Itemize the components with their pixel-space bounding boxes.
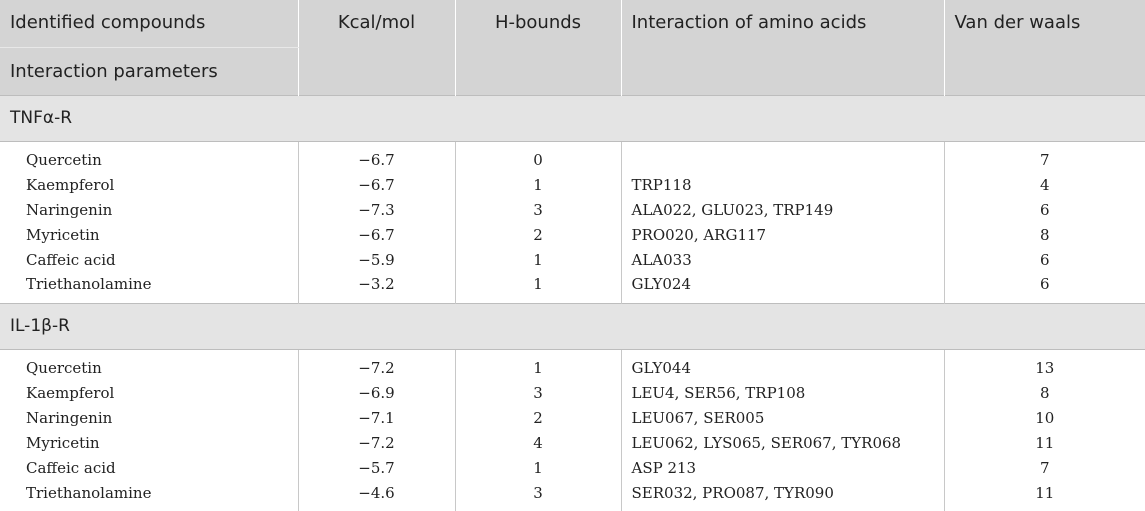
compound-cell: Quercetin — [26, 358, 102, 377]
amino-acids-cell: LEU062, LYS065, SER067, TYR068 — [621, 430, 944, 455]
h-bounds-cell: 3 — [455, 380, 621, 405]
compound-cell: Caffeic acid — [26, 458, 116, 477]
h-bounds-cell: 3 — [455, 480, 621, 511]
table-row — [0, 141, 1145, 172]
compound-cell: Triethanolamine — [26, 483, 152, 502]
table-row — [0, 272, 1145, 303]
kcal-cell: −7.3 — [298, 197, 455, 222]
amino-acids-cell: LEU4, SER56, TRP108 — [621, 380, 944, 405]
kcal-cell: −5.7 — [298, 455, 455, 480]
van-der-waals-cell: 6 — [944, 247, 1145, 272]
van-der-waals-cell: 11 — [944, 480, 1145, 511]
compound-cell: Kaempferol — [26, 383, 115, 402]
compound-cell: Myricetin — [26, 433, 100, 452]
van-der-waals-cell: 7 — [944, 141, 1145, 172]
h-bounds-cell: 3 — [455, 197, 621, 222]
van-der-waals-cell: 8 — [944, 380, 1145, 405]
h-bounds-cell: 1 — [455, 455, 621, 480]
amino-acids-cell: ALA033 — [621, 247, 944, 272]
compound-cell: Triethanolamine — [26, 275, 152, 294]
table-row — [0, 197, 1145, 222]
amino-acids-cell: PRO020, ARG117 — [621, 222, 944, 247]
table-body — [0, 95, 1145, 511]
kcal-cell: −7.2 — [298, 430, 455, 455]
amino-acids-cell: GLY024 — [621, 272, 944, 303]
section-row — [0, 95, 1145, 141]
amino-acids-cell: SER032, PRO087, TYR090 — [621, 480, 944, 511]
table-row — [0, 455, 1145, 480]
kcal-cell: −5.9 — [298, 247, 455, 272]
amino-acids-cell: LEU067, SER005 — [621, 405, 944, 430]
h-bounds-cell: 1 — [455, 247, 621, 272]
compound-cell: Naringenin — [26, 408, 113, 427]
table-row — [0, 172, 1145, 197]
van-der-waals-cell: 7 — [944, 455, 1145, 480]
kcal-cell: −6.7 — [298, 172, 455, 197]
van-der-waals-cell: 10 — [944, 405, 1145, 430]
h-bounds-cell: 2 — [455, 405, 621, 430]
header-kcal-mol: Kcal/mol — [298, 0, 455, 95]
table-header — [0, 0, 1145, 95]
van-der-waals-cell: 6 — [944, 197, 1145, 222]
amino-acids-cell: ASP 213 — [621, 455, 944, 480]
amino-acids-cell: ALA022, GLU023, TRP149 — [621, 197, 944, 222]
header-interaction-parameters: Interaction parameters — [0, 47, 298, 95]
h-bounds-cell: 2 — [455, 222, 621, 247]
compound-cell: Kaempferol — [26, 175, 115, 194]
header-identified-compounds: Identified compounds — [0, 0, 298, 47]
kcal-cell: −7.2 — [298, 349, 455, 380]
van-der-waals-cell: 11 — [944, 430, 1145, 455]
amino-acids-cell: GLY044 — [621, 349, 944, 380]
header-h-bounds: H-bounds — [455, 0, 621, 95]
kcal-cell: −4.6 — [298, 480, 455, 511]
table-row — [0, 222, 1145, 247]
section-title: TNFα-R — [0, 95, 1145, 141]
section-title: IL-1β-R — [0, 303, 1145, 349]
table-row — [0, 380, 1145, 405]
table-row — [0, 430, 1145, 455]
h-bounds-cell: 0 — [455, 141, 621, 172]
van-der-waals-cell: 6 — [944, 272, 1145, 303]
h-bounds-cell: 1 — [455, 172, 621, 197]
amino-acids-cell — [621, 141, 944, 172]
van-der-waals-cell: 4 — [944, 172, 1145, 197]
table-row — [0, 405, 1145, 430]
compound-cell: Naringenin — [26, 200, 113, 219]
header-van-der-waals: Van der waals — [944, 0, 1145, 95]
table-row — [0, 480, 1145, 511]
van-der-waals-cell: 13 — [944, 349, 1145, 380]
kcal-cell: −3.2 — [298, 272, 455, 303]
h-bounds-cell: 1 — [455, 272, 621, 303]
amino-acids-cell: TRP118 — [621, 172, 944, 197]
kcal-cell: −6.7 — [298, 222, 455, 247]
table-row — [0, 247, 1145, 272]
compound-cell: Quercetin — [26, 150, 102, 169]
kcal-cell: −6.7 — [298, 141, 455, 172]
compound-cell: Caffeic acid — [26, 250, 116, 269]
kcal-cell: −7.1 — [298, 405, 455, 430]
compound-cell: Myricetin — [26, 225, 100, 244]
header-amino-acids: Interaction of amino acids — [621, 0, 944, 95]
section-row — [0, 303, 1145, 349]
kcal-cell: −6.9 — [298, 380, 455, 405]
van-der-waals-cell: 8 — [944, 222, 1145, 247]
h-bounds-cell: 1 — [455, 349, 621, 380]
table-row — [0, 349, 1145, 380]
h-bounds-cell: 4 — [455, 430, 621, 455]
